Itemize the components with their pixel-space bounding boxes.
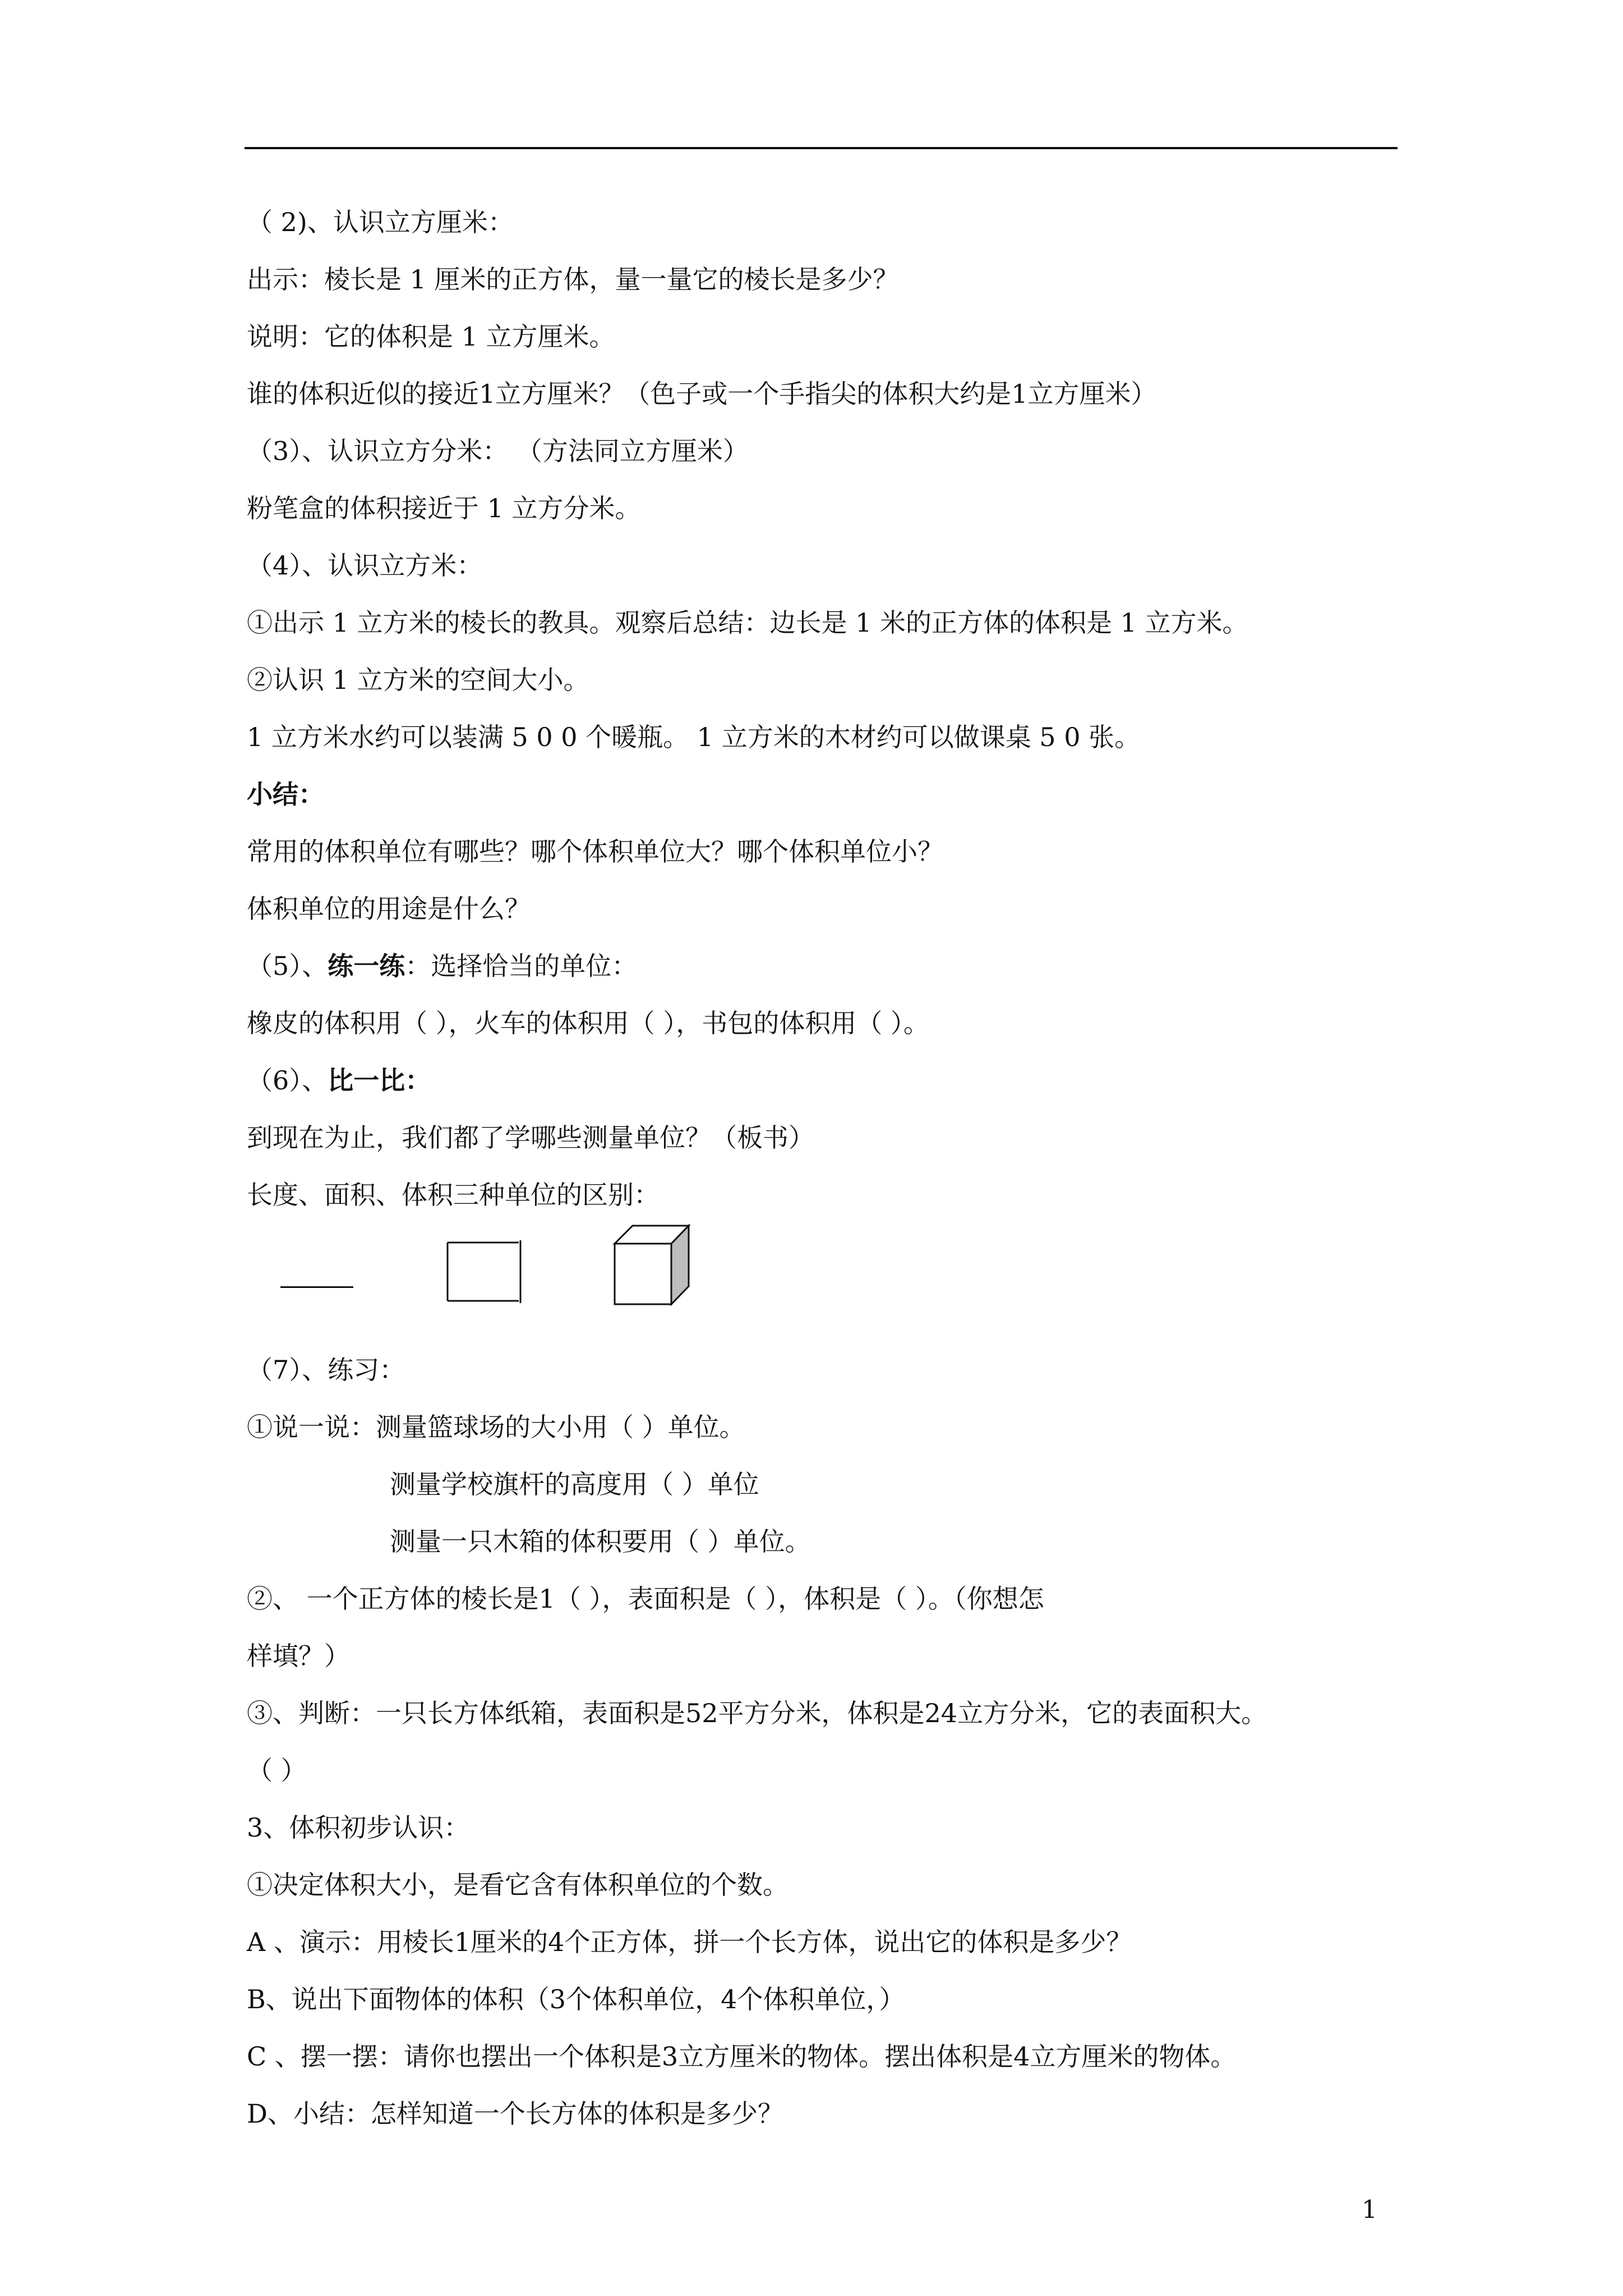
compare-heading: [247, 1052, 1396, 1109]
practice-heading: [247, 937, 1396, 995]
exercise-say-item: 测量学校旗杆的高度用（ ）单位: [390, 1469, 759, 1499]
text-line: ①出示 1 立方米的棱长的教具。观察后总结：边长是 1 米的正方体的体积是 1 立方米。: [247, 608, 1248, 638]
exercise-question-3-line-2: （ ）: [247, 1755, 307, 1786]
text-line: 粉笔盒的体积接近于 1 立方分米。: [247, 493, 641, 523]
text-line: ②认识 1 立方米的空间大小。: [247, 665, 589, 695]
text-line: C 、摆一摆：请你也摆出一个体积是3立方厘米的物体。摆出体积是4立方厘米的物体。: [247, 2041, 1237, 2072]
cube-figure: [612, 1223, 697, 1308]
practice-question: 橡皮的体积用（ ），火车的体积用（ ），书包的体积用（ ）。: [247, 1008, 929, 1038]
text-line: D、小结：怎样知道一个长方体的体积是多少？: [247, 2099, 783, 2129]
practice-suffix: ：选择恰当的单位：: [405, 951, 638, 981]
rectangle-figure: [443, 1238, 527, 1305]
exercise-heading: （7）、练习：: [247, 1355, 405, 1385]
text-line: 到现在为止，我们都了学哪些测量单位？（板书）: [247, 1122, 814, 1153]
text-line: B、说出下面物体的体积（3个体积单位，4个体积单位，）: [247, 1984, 905, 2014]
text-line: 常用的体积单位有哪些？哪个体积单位大？哪个体积单位小？: [247, 836, 943, 867]
text-line: A 、演示：用棱长1厘米的4个正方体，拼一个长方体，说出它的体积是多少？: [247, 1927, 1132, 1957]
compare-title: 比一比：: [328, 1065, 431, 1096]
exercise-say-item: 测量篮球场的大小用（ ）单位。: [376, 1412, 745, 1442]
text-line: （4）、认识立方米：: [247, 550, 483, 581]
unit-shapes-diagram: [247, 1223, 1396, 1341]
section-heading: 3、体积初步认识：: [247, 1812, 470, 1843]
text-line: （3）、认识立方分米： （方法同立方厘米）: [247, 436, 749, 466]
practice-prefix: （5）、: [247, 951, 328, 981]
exercise-question-2-line-1: ②、 一个正方体的棱长是1（ ），表面积是（ ），体积是（ ）。（你想怎: [247, 1584, 1044, 1614]
text-line: （ 2)、认识立方厘米：: [247, 207, 514, 237]
text-line: ①决定体积大小，是看它含有体积单位的个数。: [247, 1870, 789, 1900]
exercise-say-item: 测量一只木箱的体积要用（ ）单位。: [390, 1526, 811, 1557]
compare-prefix: （6）、: [247, 1065, 328, 1096]
exercise-question-3-line-1: ③、判断：一只长方体纸箱，表面积是52平方分米，体积是24立方分米，它的表面积大。: [247, 1698, 1267, 1728]
document-content: [247, 194, 1396, 2142]
page-number: 1: [1362, 2196, 1377, 2224]
header-rule: [245, 147, 1398, 149]
text-line: 说明：它的体积是 1 立方厘米。: [247, 321, 615, 352]
exercise-say-prefix: ①说一说：: [247, 1412, 376, 1442]
text-line: 长度、面积、体积三种单位的区别：: [247, 1180, 660, 1210]
text-line: 体积单位的用途是什么？: [247, 894, 531, 924]
practice-title: 练一练: [328, 951, 405, 981]
text-line: 出示：棱长是 1 厘米的正方体，量一量它的棱长是多少？: [247, 264, 899, 295]
exercise-say-line: [247, 1398, 1396, 1456]
text-line: 1 立方米水约可以装满 5 0 0 个暖瓶。 1 立方米的木材约可以做课桌 5 0 张。: [247, 722, 1141, 752]
summary-heading: 小结：: [247, 779, 324, 809]
exercise-question-2-line-2: 样填？）: [247, 1641, 350, 1671]
text-line: 谁的体积近似的接近1立方厘米？（色子或一个手指尖的体积大约是1立方厘米）: [247, 379, 1157, 409]
line-segment-figure: [280, 1286, 353, 1288]
